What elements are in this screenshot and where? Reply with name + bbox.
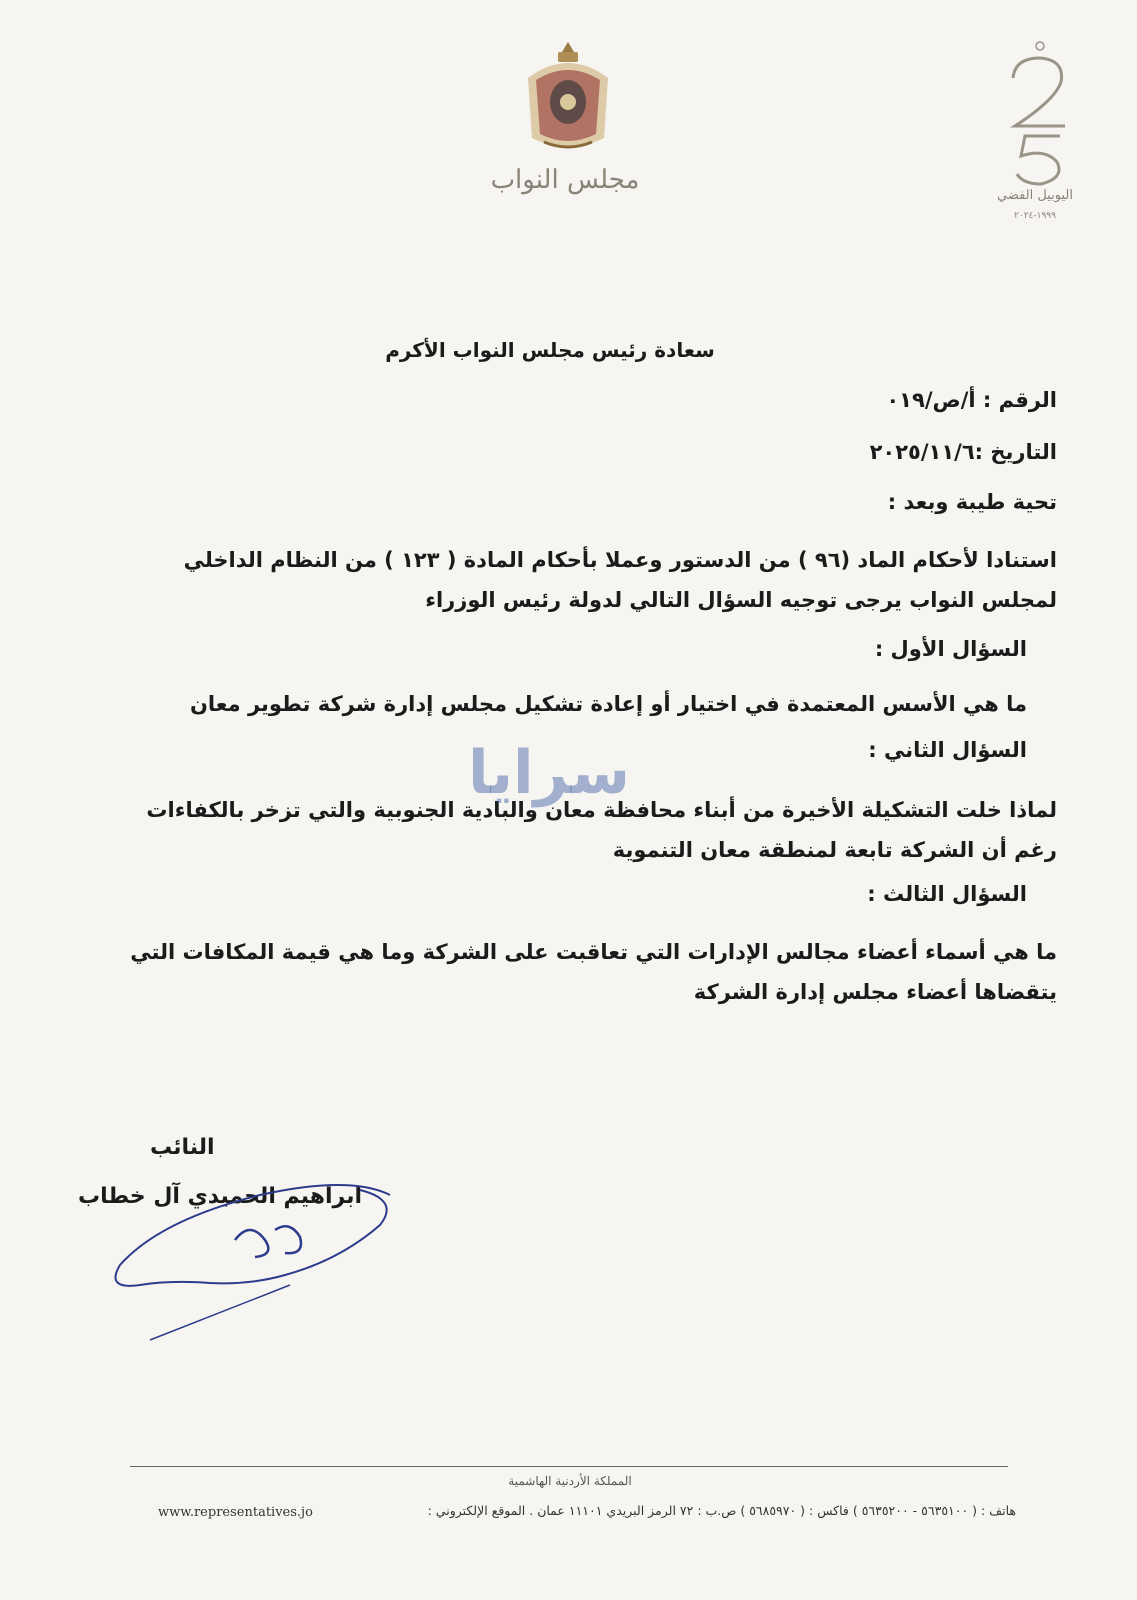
footer-website-link[interactable]: www.representatives.jo [158,1505,313,1520]
footer-divider [130,1466,1008,1467]
letter-date: التاريخ :٢٠٢٥/١١/٦ [869,440,1057,464]
addressee: سعادة رئيس مجلس النواب الأكرم [385,338,715,362]
coat-of-arms-icon [518,38,618,158]
reference-number: الرقم : أ/ص/٠١٩ [886,388,1057,412]
question-1-text: ما هي الأسس المعتمدة في اختيار أو إعادة تشكيل مجلس إدارة شركة تطوير معان [189,692,1027,716]
question-2-heading: السؤال الثاني : [868,738,1027,762]
footer-contact: هاتف : ( ٥٦٣٥١٠٠ - ٥٦٣٥٢٠٠ ) فاكس : ( ٥٦٨٥٩٧٠ ) ص.ب : ٧٢ الرمز البريدي ١١١٠١ عمان . الموقع الإلكتروني : [427,1503,1016,1518]
watermark: سرايا [468,738,630,808]
handwritten-signature [100,1165,400,1345]
greeting: تحية طيبة وبعد : [887,490,1057,514]
jubilee-title: اليوبيل الفضي [997,188,1073,203]
question-2-text: لماذا خلت التشكيلة الأخيرة من أبناء محافظة معان والبادية الجنوبية والتي تزخر بالكفاءات رغم أن الشركة تابعة لمنطقة معان التنموية [146,798,1057,862]
question-3-text: ما هي أسماء أعضاء مجالس الإدارات التي تعاقبت على الشركة وما هي قيمة المكافات التي يتقضاها أعضاء مجلس إدارة الشركة [130,940,1057,1004]
silver-jubilee-25-icon [985,38,1085,188]
question-1-heading: السؤال الأول : [874,637,1027,661]
signatory-name: ابراهيم الحميدي آل خطاب [78,1184,363,1209]
council-name-logo: مجلس النواب [490,165,640,195]
footer-kingdom: المملكة الأردنية الهاشمية [508,1474,632,1488]
question-3-heading: السؤال الثالث : [867,882,1027,906]
signatory-title: النائب [150,1135,215,1160]
intro-paragraph: استنادا لأحكام الماد (٩٦ ) من الدستور وعملا بأحكام المادة ( ١٢٣ ) من النظام الداخلي لمجلس النواب يرجى توجيه السؤال التالي لدولة رئيس الوزراء [183,548,1057,612]
jubilee-years: ١٩٩٩-٢٠٢٤ [1014,211,1056,221]
